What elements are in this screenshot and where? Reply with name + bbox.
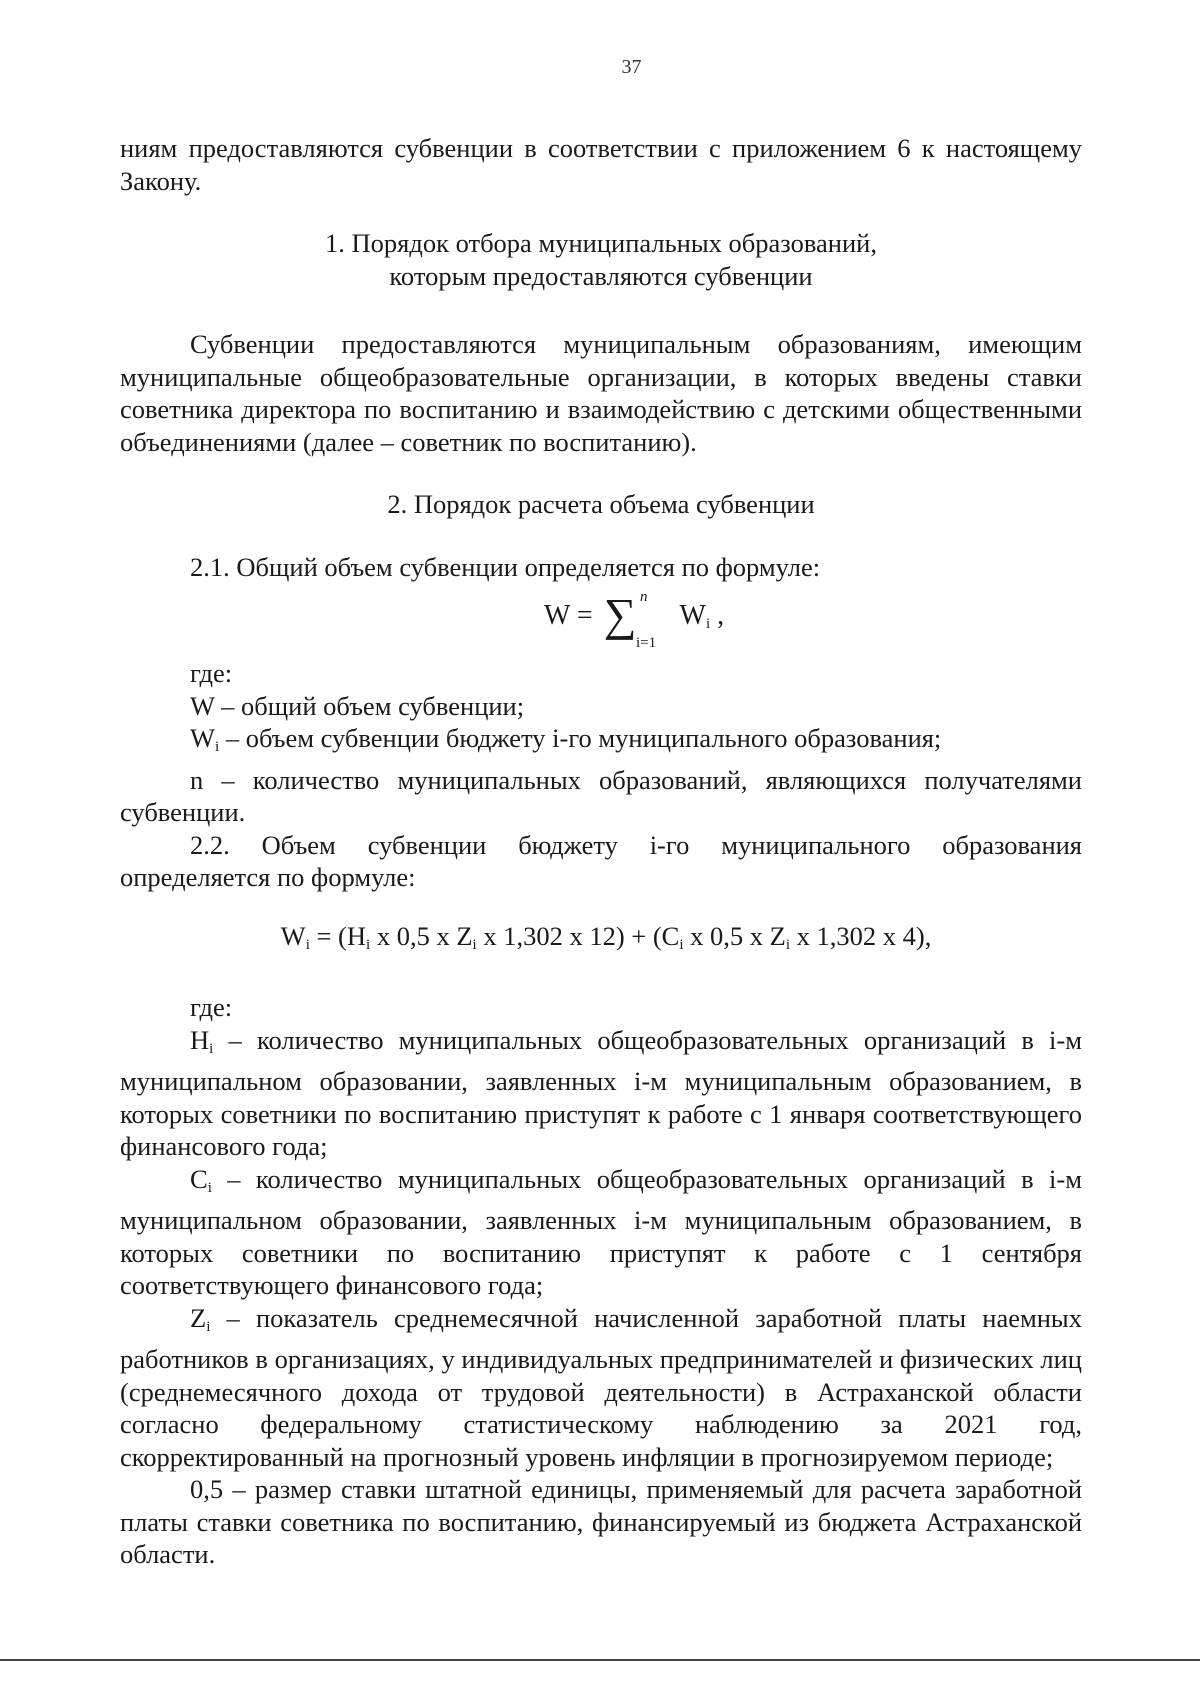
- definition-rate-0-5: 0,5 – размер ставки штатной единицы, применяемый для расчета заработной платы ставки советника по воспитанию, финансируемый из бюджета Астраханской области.: [120, 1474, 1082, 1569]
- formula1-term: W: [679, 600, 706, 631]
- formula1-term-subscript: i: [705, 616, 711, 632]
- definition-ci: $C_i$ – количество муниципальных общеобразовательных организаций в i-м муниципальном образовании, заявленных i-м муниципальным образованием, в которых советники по воспитанию приступят к работе с 1 сентября соответствующего финансового года;: [120, 1163, 1082, 1300]
- sigma-symbol: ∑: [603, 589, 637, 640]
- document-body: [120, 132, 1082, 1571]
- formula1-lhs: W =: [544, 600, 593, 631]
- where-label-2: где:: [190, 992, 233, 1022]
- formula1-tail: ,: [717, 600, 725, 631]
- section1-title-line1: 1. Порядок отбора муниципальных образований,: [325, 228, 877, 258]
- where-label-1: где:: [190, 658, 233, 688]
- page-bottom-rule: [0, 1659, 1200, 1661]
- section1-paragraph: Субвенции предоставляются муниципальным образованиям, имеющим муниципальные общеобразовательные организации, в которых введены ставки советника директора по воспитанию и взаимодействию с детскими общественными объединениями (далее – советник по воспитанию).: [120, 329, 1082, 457]
- sigma-lower-limit: i=1: [636, 635, 657, 651]
- sigma-upper-limit: n: [640, 589, 648, 605]
- paragraph-2-1: 2.1. Общий объем субвенции определяется по формуле:: [190, 551, 821, 582]
- definition-n: n – количество муниципальных образований, являющихся получателями субвенции.: [120, 764, 1082, 827]
- section1-title-line2: которым предоставляются субвенции: [389, 260, 813, 291]
- intro-paragraph: ниям предоставляются субвенции в соответствии с приложением 6 к настоящему Закону.: [120, 133, 1082, 196]
- page-number: 37: [621, 56, 642, 78]
- section2-title: 2. Порядок расчета объема субвенции: [387, 489, 815, 519]
- formula-total-subvention: [120, 587, 1082, 651]
- formula-municipal-subvention: $W_i = (H_i$ x 0,5 x $Z_i$ x 1,302 x $12) + (C_i$ x 0,5 x $Z_i$ x 1,302 x 4),: [280, 920, 932, 953]
- definition-zi: $Z_i$ – показатель среднемесячной начисленной заработной платы наемных работников в организациях, у индивидуальных предпринимателей и физических лиц (среднемесячного дохода от трудовой деятельности) в Астраханской области согласно федеральному статистическому наблюдению за 2021 год, скорректированный на прогнозный уровень инфляции в прогнозируемом периоде;: [120, 1302, 1082, 1472]
- definition-w: W – общий объем субвенции;: [190, 690, 525, 721]
- paragraph-2-2: 2.2. Объем субвенции бюджету i-го муниципального образования определяется по формуле:: [120, 829, 1082, 892]
- definition-hi: $H_i$ – количество муниципальных общеобразовательных организаций в i-м муниципальном образовании, заявленных i-м муниципальным образованием, в которых советники по воспитанию приступят к работе с 1 января соответствующего финансового года;: [120, 1024, 1082, 1161]
- definition-wi: $W_i$ – объем субвенции бюджету i-го муниципального образования;: [190, 723, 942, 755]
